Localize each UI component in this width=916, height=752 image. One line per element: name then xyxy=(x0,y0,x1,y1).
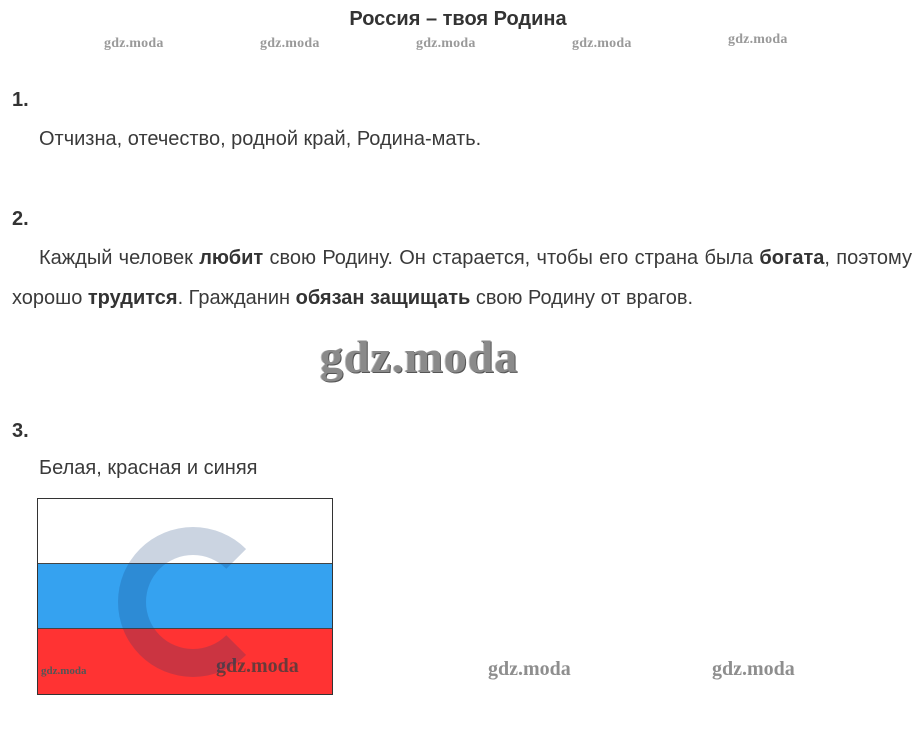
watermark: gdz.moda xyxy=(416,36,476,51)
bold-word: трудится xyxy=(87,287,178,309)
flag-stripe-red xyxy=(38,629,332,694)
flag-stripe-blue xyxy=(38,564,332,629)
text-fragment: свою Родину от врагов. xyxy=(470,287,693,309)
watermark: gdz.moda xyxy=(104,36,164,51)
task-1-answer: Отчизна, отечество, родной край, Родина-мать. xyxy=(39,128,482,150)
watermark: gdz.moda xyxy=(572,36,632,51)
watermark: gdz.moda xyxy=(260,36,320,51)
watermark: gdz.moda xyxy=(728,32,788,47)
watermark: gdz.moda xyxy=(41,664,87,677)
task-number-2: 2. xyxy=(12,208,29,230)
bold-word: богата xyxy=(759,247,825,269)
text-fragment: , поэтому хорошо xyxy=(12,247,913,309)
watermark: gdz.moda xyxy=(216,654,299,677)
flag-stripe-white xyxy=(38,499,332,564)
text-fragment: Каждый человек xyxy=(39,247,200,269)
bold-word: обязан защищать xyxy=(295,287,471,309)
task-number-1: 1. xyxy=(12,89,29,111)
page-title: Россия – твоя Родина xyxy=(349,8,567,30)
task-2-answer xyxy=(12,238,912,318)
watermark: gdz.moda xyxy=(488,658,571,680)
watermark-large: gdz.moda xyxy=(320,331,519,382)
task-3-answer: Белая, красная и синяя xyxy=(39,457,258,479)
bold-word: любит xyxy=(199,247,264,269)
task-number-3: 3. xyxy=(12,420,29,442)
watermark: gdz.moda xyxy=(712,658,795,680)
text-fragment: свою Родину. Он старается, чтобы его страна была xyxy=(263,247,760,269)
russian-flag xyxy=(37,498,333,695)
text-fragment: . Гражданин xyxy=(177,287,296,309)
